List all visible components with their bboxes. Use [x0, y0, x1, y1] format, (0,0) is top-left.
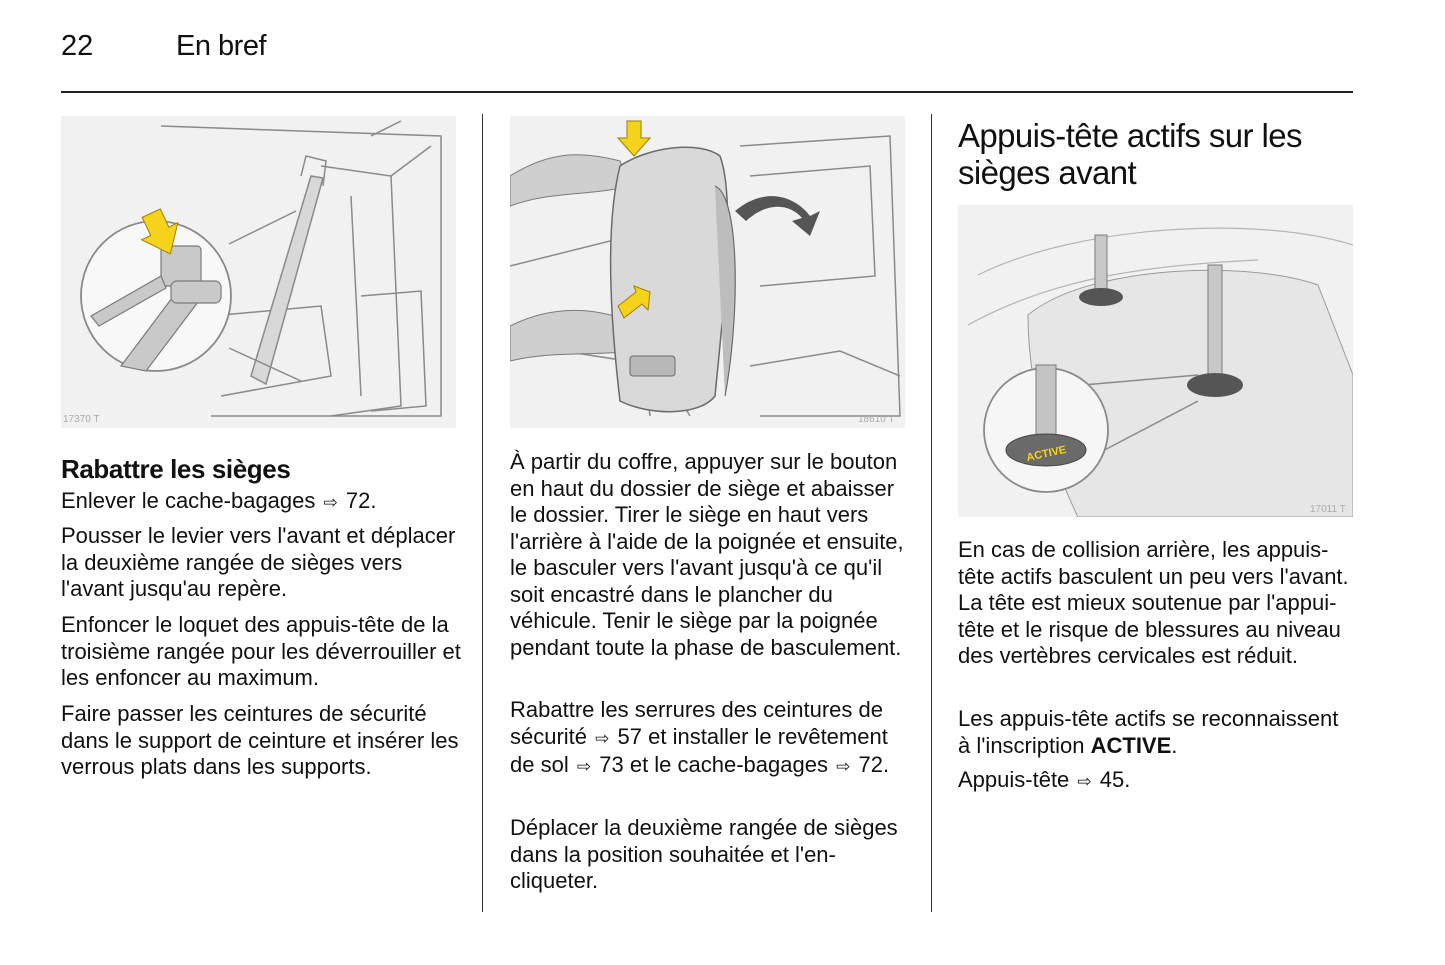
page-reference: 45.	[1099, 767, 1131, 792]
active-label: ACTIVE	[1025, 443, 1068, 465]
paragraph: Enlever le cache-bagages ⇨ 72.	[61, 488, 377, 513]
paragraph: Déplacer la deuxième rangée de sièges dans la position souhaitée et l'encliqueter.	[510, 815, 898, 893]
figure-code: 17011 T	[1310, 504, 1346, 515]
reference-arrow-icon: ⇨	[323, 493, 338, 513]
figure-code: 18610 T	[858, 414, 895, 425]
heading-active-headrests: Appuis-tête actifs sur les sièges avant	[958, 117, 1302, 191]
paragraph: À partir du coffre, appuyer sur le bouton en haut du dossier de siège et abaisser le dossier. Tirer le siège en haut vers l'arrière à l'aide de la poignée et ensuite, le basculer vers l'avant jusqu'à ce qu'il soit encastré dans le plancher du véhicule. Tenir le siège par la poignée pendant toute la phase de basculement.	[510, 449, 904, 660]
paragraph: Rabattre les serrures des ceintures de sécurité ⇨ 57 et installer le revêtement de sol ⇨ 73 et le cache-bagages ⇨ 72.	[510, 697, 890, 777]
paragraph: En cas de collision arrière, les appuis-tête actifs basculent un peu vers l'avant. La tête est mieux soutenue par l'appui-tête et le risque de blessures au niveau des vertèbres cervicales est réduit.	[958, 537, 1349, 668]
page-reference: 72.	[345, 488, 377, 513]
figure-active-headrest	[958, 205, 1353, 517]
reference-arrow-icon: ⇨	[595, 728, 610, 749]
reference-arrow-icon: ⇨	[1077, 772, 1092, 792]
figure-code: 17370 T	[63, 414, 100, 425]
column-divider-2	[931, 114, 932, 912]
paragraph: Faire passer les ceintures de sécurité dans le support de ceinture et insérer les verrous plats dans les supports.	[61, 701, 459, 779]
heading-fold-seats: Rabattre les sièges	[61, 454, 291, 484]
section-title: En bref	[176, 30, 266, 62]
paragraph: Enfoncer le loquet des appuis-tête de la troisième rangée pour les déverrouiller et les enfoncer au maximum.	[61, 612, 461, 690]
paragraph: Les appuis-tête actifs se reconnaissent à l'inscription ACTIVE.	[958, 706, 1339, 758]
figure-seat-belt-holder	[61, 116, 456, 428]
paragraph: Pousser le levier vers l'avant et déplacer la deuxième rangée de sièges vers l'avant jusqu'au repère.	[61, 523, 456, 601]
header-rule	[61, 91, 1353, 93]
paragraph: Appuis-tête ⇨ 45.	[958, 767, 1131, 792]
column-divider-1	[482, 114, 483, 912]
page-number: 22	[61, 30, 94, 62]
reference-arrow-icon: ⇨	[836, 757, 851, 777]
figure-seat-tilt	[510, 116, 905, 428]
reference-arrow-icon: ⇨	[576, 757, 592, 777]
